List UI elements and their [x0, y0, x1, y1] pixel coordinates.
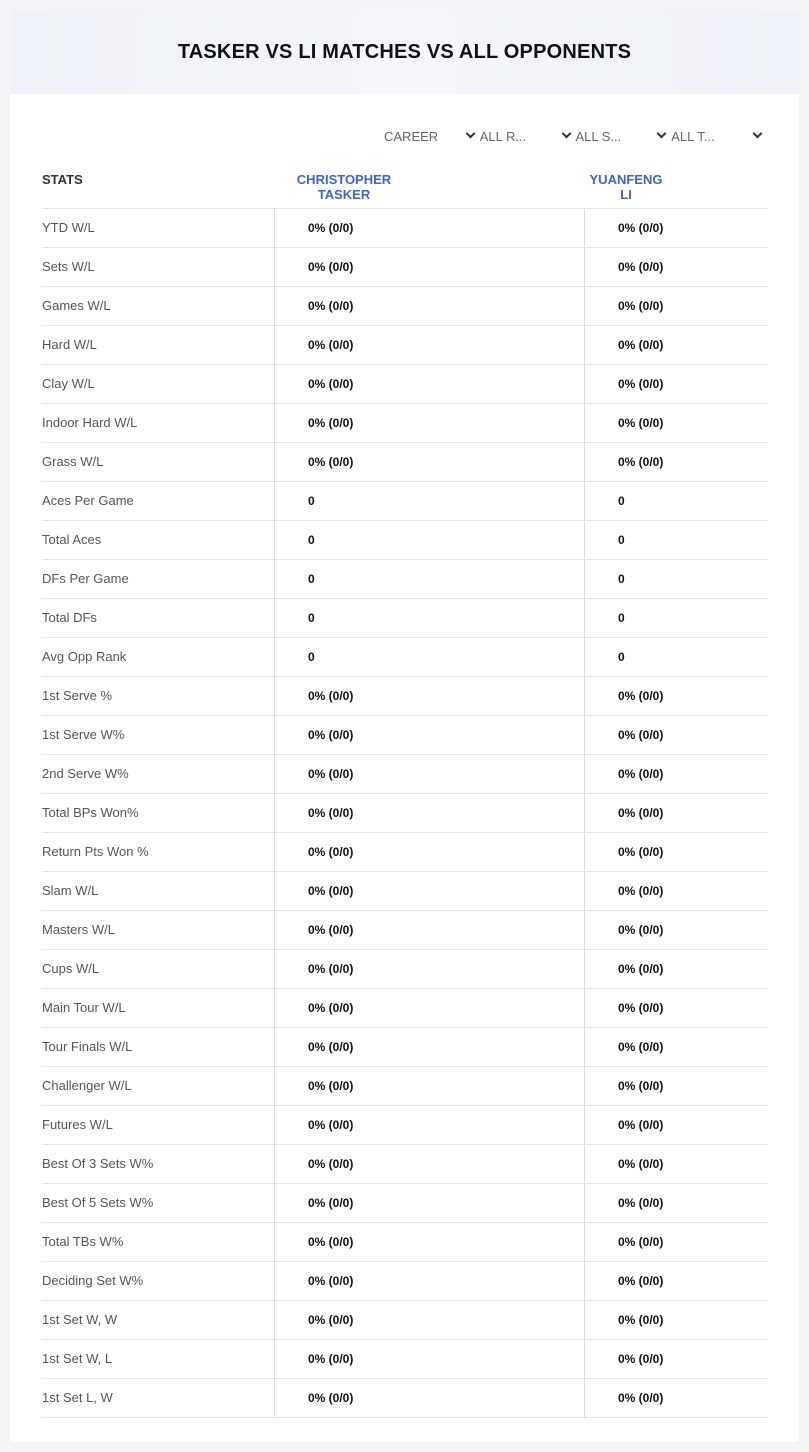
player1-stat-value: 0% (0/0): [274, 326, 584, 364]
player1-name-link[interactable]: CHRISTOPHER TASKER: [296, 172, 392, 202]
table-row: [42, 989, 767, 1028]
table-row: [42, 248, 767, 287]
chevron-down-icon: [561, 129, 571, 139]
filter-bar: [384, 126, 767, 146]
player1-stat-value: 0% (0/0): [274, 1223, 584, 1261]
table-row: [42, 872, 767, 911]
stat-label: Cups W/L: [42, 961, 100, 976]
player2-name-link[interactable]: YUANFENG LI: [589, 172, 663, 202]
stat-label: YTD W/L: [42, 220, 95, 235]
surface-filter-label: ALL S...: [575, 129, 622, 144]
table-row: [42, 833, 767, 872]
player2-stat-value: 0% (0/0): [584, 1106, 767, 1144]
player1-stat-value: 0: [274, 482, 584, 520]
player1-stat-value: 0% (0/0): [274, 1184, 584, 1222]
stat-label: Total DFs: [42, 610, 97, 625]
table-header: [42, 170, 767, 208]
tournament-filter-label: ALL T...: [671, 129, 715, 144]
player1-stat-value: 0% (0/0): [274, 1028, 584, 1066]
chevron-down-icon: [753, 129, 763, 139]
table-row: [42, 755, 767, 794]
table-row: [42, 1262, 767, 1301]
player1-stat-value: 0% (0/0): [274, 1340, 584, 1378]
chevron-down-icon: [465, 129, 475, 139]
player2-stat-value: 0% (0/0): [584, 677, 767, 715]
player2-stat-value: 0% (0/0): [584, 989, 767, 1027]
stat-label: Games W/L: [42, 298, 111, 313]
player2-stat-value: 0% (0/0): [584, 326, 767, 364]
player2-stat-value: 0: [584, 638, 767, 676]
stat-label: Futures W/L: [42, 1117, 113, 1132]
table-row: [42, 1028, 767, 1067]
player1-stat-value: 0% (0/0): [274, 1262, 584, 1300]
player2-stat-value: 0% (0/0): [584, 1340, 767, 1378]
player1-stat-value: 0% (0/0): [274, 950, 584, 988]
player1-stat-value: 0% (0/0): [274, 911, 584, 949]
player1-stat-value: 0% (0/0): [274, 872, 584, 910]
table-row: [42, 950, 767, 989]
player1-stat-value: 0: [274, 638, 584, 676]
stat-label: 1st Serve %: [42, 688, 113, 703]
stat-label: Aces Per Game: [42, 493, 134, 508]
player1-stat-value: 0% (0/0): [274, 1145, 584, 1183]
stat-label: Best Of 5 Sets W%: [42, 1195, 154, 1210]
table-row: [42, 560, 767, 599]
table-row: [42, 326, 767, 365]
page-header: [10, 10, 799, 94]
stat-label: Best Of 3 Sets W%: [42, 1156, 154, 1171]
round-filter-label: ALL R...: [479, 129, 527, 144]
table-row: [42, 1223, 767, 1262]
table-row: [42, 638, 767, 677]
player2-stat-value: 0% (0/0): [584, 287, 767, 325]
player2-stat-value: 0% (0/0): [584, 365, 767, 403]
player2-stat-value: 0% (0/0): [584, 755, 767, 793]
player1-stat-value: 0% (0/0): [274, 365, 584, 403]
stat-label: Clay W/L: [42, 376, 95, 391]
table-row: [42, 521, 767, 560]
stat-label: 2nd Serve W%: [42, 766, 129, 781]
stat-label: Deciding Set W%: [42, 1273, 144, 1288]
player2-stat-value: 0% (0/0): [584, 248, 767, 286]
player2-stat-value: 0% (0/0): [584, 1223, 767, 1261]
stat-label: 1st Set W, W: [42, 1312, 118, 1327]
player1-stat-value: 0% (0/0): [274, 1379, 584, 1417]
player1-stat-value: 0% (0/0): [274, 989, 584, 1027]
player1-stat-value: 0% (0/0): [274, 1106, 584, 1144]
player2-stat-value: 0% (0/0): [584, 404, 767, 442]
player1-stat-value: 0% (0/0): [274, 209, 584, 247]
player2-stat-value: 0% (0/0): [584, 209, 767, 247]
table-row: [42, 365, 767, 404]
stat-label: Main Tour W/L: [42, 1000, 126, 1015]
player1-stat-value: 0: [274, 599, 584, 637]
stat-label: Tour Finals W/L: [42, 1039, 133, 1054]
table-row: [42, 1379, 767, 1418]
round-filter-select[interactable]: [480, 126, 576, 146]
stat-label: DFs Per Game: [42, 571, 129, 586]
table-row: [42, 1184, 767, 1223]
player1-stat-value: 0: [274, 560, 584, 598]
table-row: [42, 1106, 767, 1145]
player1-stat-value: 0% (0/0): [274, 1067, 584, 1105]
stat-label: Challenger W/L: [42, 1078, 132, 1093]
stats-card: [10, 10, 799, 1442]
player1-stat-value: 0% (0/0): [274, 443, 584, 481]
player2-stat-value: 0% (0/0): [584, 833, 767, 871]
table-row: [42, 1145, 767, 1184]
table-row: [42, 209, 767, 248]
player2-stat-value: 0% (0/0): [584, 1184, 767, 1222]
table-row: [42, 677, 767, 716]
player2-stat-value: 0% (0/0): [584, 1028, 767, 1066]
tournament-filter-select[interactable]: [671, 126, 767, 146]
player1-stat-value: 0% (0/0): [274, 248, 584, 286]
table-row: [42, 404, 767, 443]
stat-label: 1st Serve W%: [42, 727, 125, 742]
stat-label: Total TBs W%: [42, 1234, 124, 1249]
stat-label: Masters W/L: [42, 922, 115, 937]
player1-stat-value: 0% (0/0): [274, 404, 584, 442]
chevron-down-icon: [657, 129, 667, 139]
player2-stat-value: 0% (0/0): [584, 1262, 767, 1300]
player2-stat-value: 0% (0/0): [584, 443, 767, 481]
player2-stat-value: 0: [584, 560, 767, 598]
player2-stat-value: 0% (0/0): [584, 1145, 767, 1183]
player2-stat-value: 0% (0/0): [584, 1379, 767, 1417]
player2-stat-value: 0% (0/0): [584, 950, 767, 988]
player2-stat-value: 0% (0/0): [584, 1067, 767, 1105]
player2-stat-value: 0: [584, 599, 767, 637]
stats-column-header: STATS: [42, 172, 83, 187]
stat-label: Sets W/L: [42, 259, 95, 274]
table-row: [42, 443, 767, 482]
player2-stat-value: 0% (0/0): [584, 716, 767, 754]
player2-stat-value: 0: [584, 482, 767, 520]
player2-stat-value: 0% (0/0): [584, 911, 767, 949]
stat-label: Grass W/L: [42, 454, 104, 469]
table-row: [42, 716, 767, 755]
table-row: [42, 1301, 767, 1340]
player1-stat-value: 0% (0/0): [274, 287, 584, 325]
table-row: [42, 911, 767, 950]
period-filter-select[interactable]: [384, 126, 480, 146]
player1-stat-value: 0% (0/0): [274, 716, 584, 754]
table-row: [42, 794, 767, 833]
table-row: [42, 599, 767, 638]
table-row: [42, 287, 767, 326]
player2-stat-value: 0% (0/0): [584, 1301, 767, 1339]
stat-label: Hard W/L: [42, 337, 97, 352]
stat-label: Return Pts Won %: [42, 844, 149, 859]
table-row: [42, 482, 767, 521]
table-row: [42, 1340, 767, 1379]
player1-stat-value: 0: [274, 521, 584, 559]
player2-stat-value: 0% (0/0): [584, 794, 767, 832]
stat-label: Indoor Hard W/L: [42, 415, 138, 430]
player1-stat-value: 0% (0/0): [274, 833, 584, 871]
stat-label: Total BPs Won%: [42, 805, 139, 820]
player1-stat-value: 0% (0/0): [274, 677, 584, 715]
player2-stat-value: 0% (0/0): [584, 872, 767, 910]
stat-label: Total Aces: [42, 532, 102, 547]
stats-table: [42, 208, 767, 1418]
player1-stat-value: 0% (0/0): [274, 794, 584, 832]
period-filter-label: CAREER: [384, 129, 439, 144]
surface-filter-select[interactable]: [576, 126, 672, 146]
stat-label: Slam W/L: [42, 883, 99, 898]
stat-label: 1st Set L, W: [42, 1390, 113, 1405]
table-row: [42, 1067, 767, 1106]
page-title: TASKER VS LI MATCHES VS ALL OPPONENTS: [177, 40, 632, 63]
player2-stat-value: 0: [584, 521, 767, 559]
player1-stat-value: 0% (0/0): [274, 755, 584, 793]
stat-label: Avg Opp Rank: [42, 649, 127, 664]
player1-stat-value: 0% (0/0): [274, 1301, 584, 1339]
stat-label: 1st Set W, L: [42, 1351, 113, 1366]
